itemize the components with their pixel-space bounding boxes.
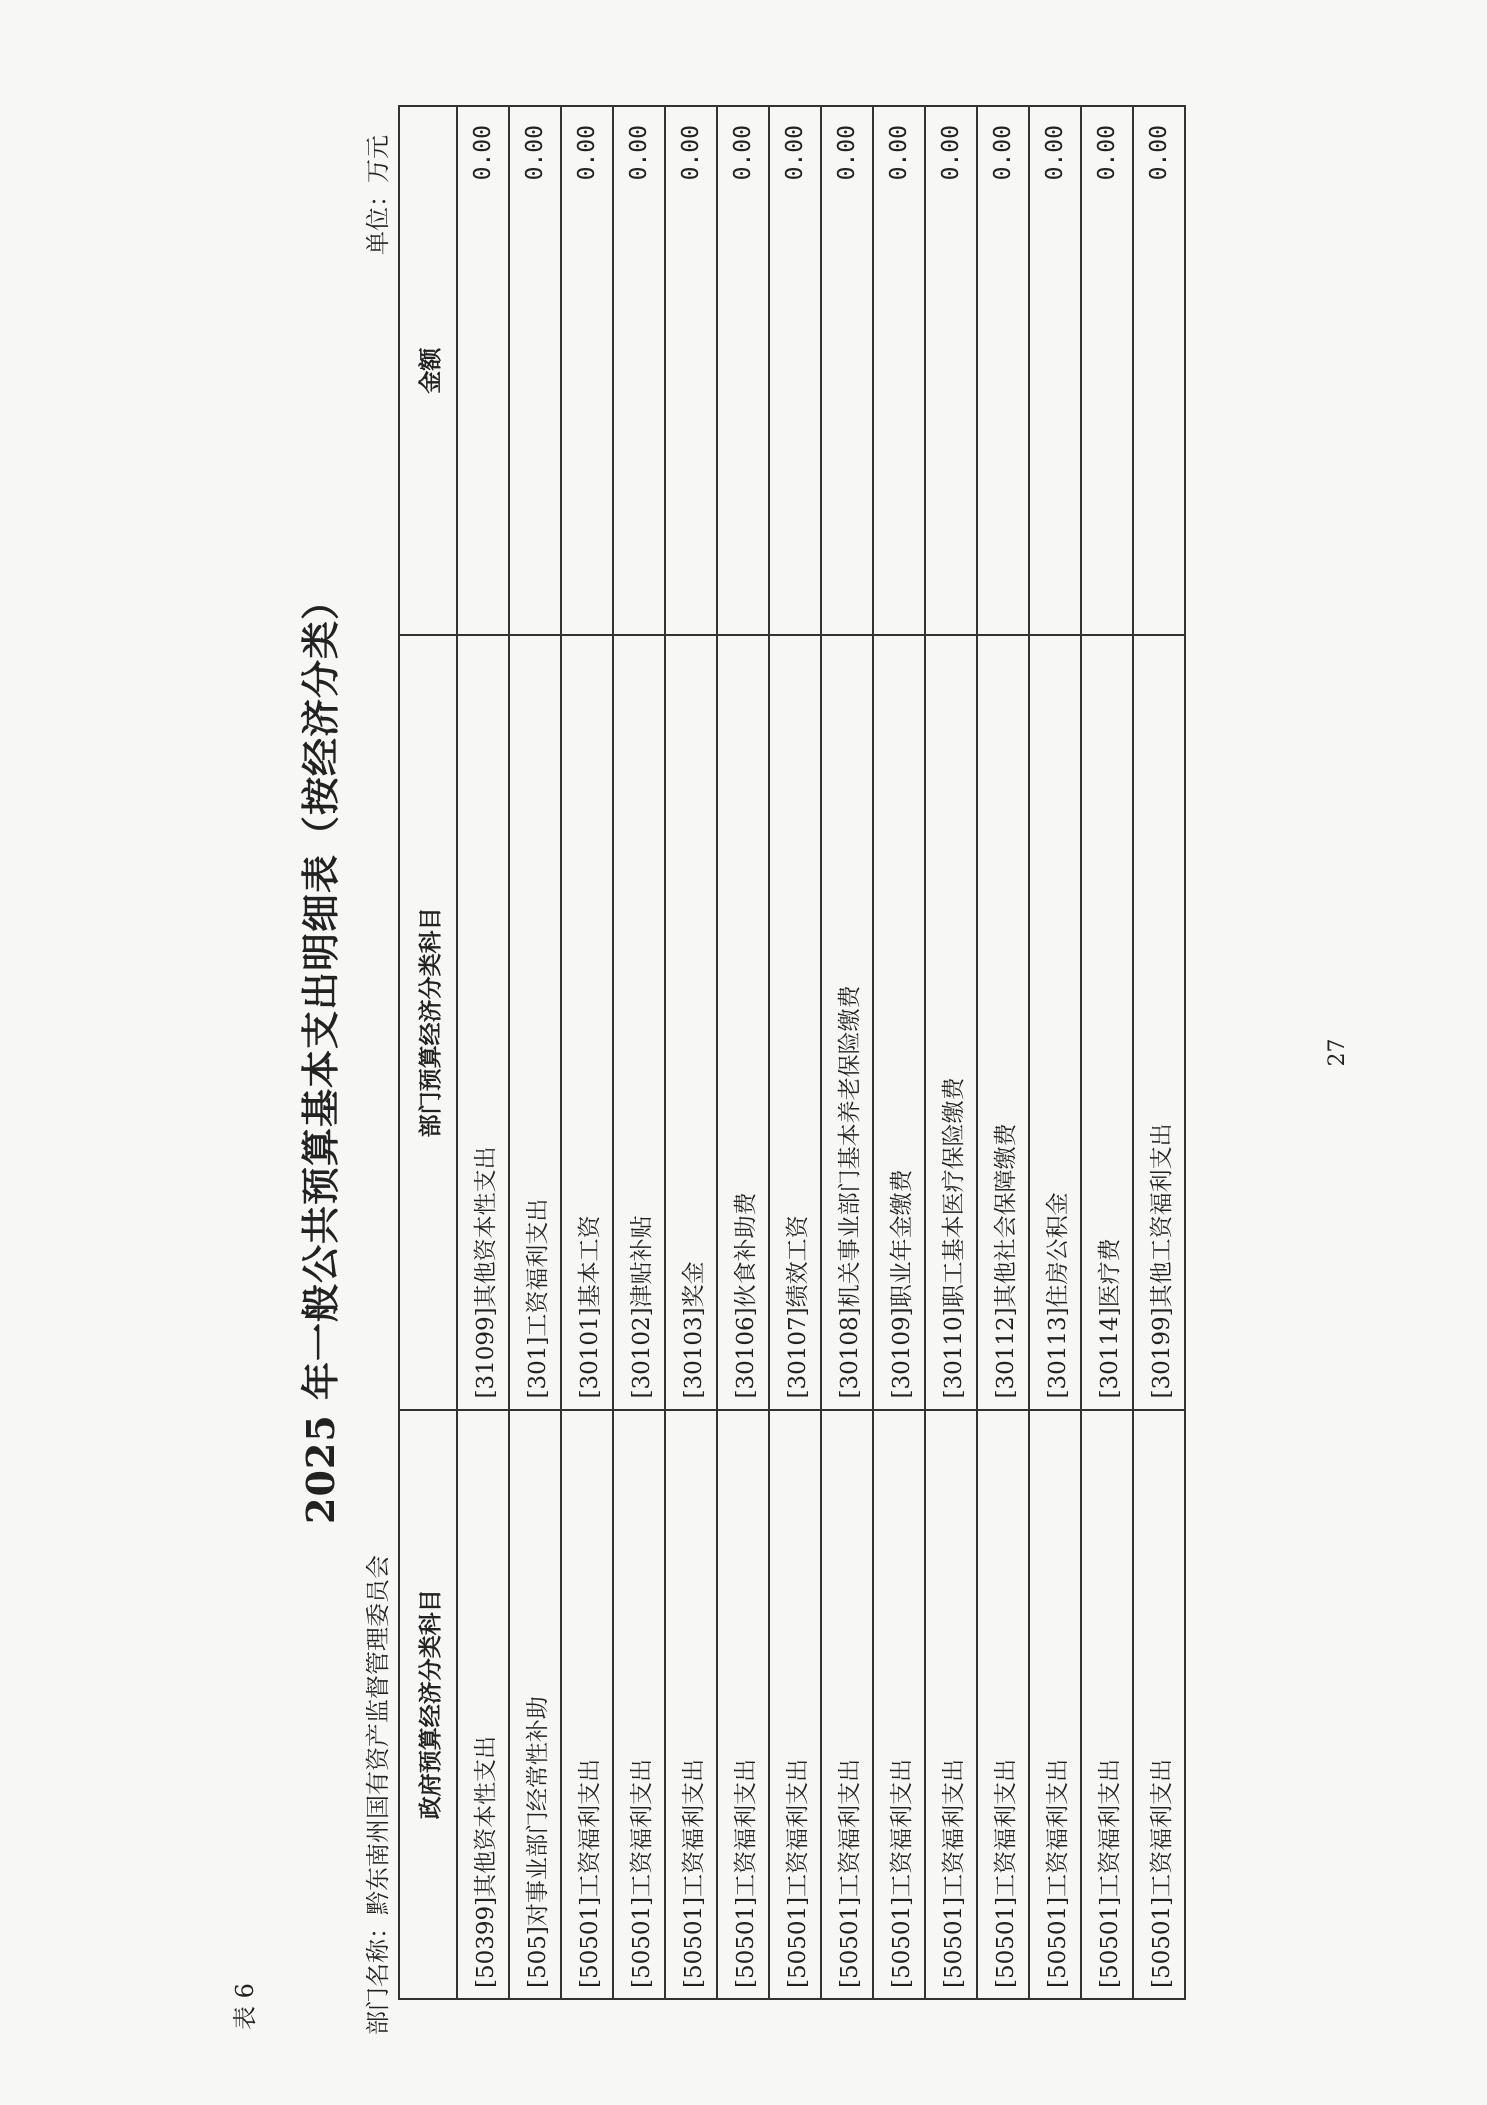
document-title: 2025 年一般公共预算基本支出明细表（按经济分类） xyxy=(298,581,343,1524)
table-row xyxy=(457,106,509,1999)
amount-cell: 0.00 xyxy=(561,106,613,635)
gov-category-cell: [50501]工资福利支出 xyxy=(717,1410,769,1999)
amount-cell: 0.00 xyxy=(613,106,665,635)
amount-cell: 0.00 xyxy=(821,106,873,635)
dept-category-cell: [30114]医疗费 xyxy=(1081,635,1133,1409)
gov-category-cell: [50501]工资福利支出 xyxy=(1133,1410,1185,1999)
amount-cell: 0.00 xyxy=(1081,106,1133,635)
department-name: 部门名称：黔东南州国有资产监督管理委员会 xyxy=(364,1555,392,2035)
gov-category-cell: [50501]工资福利支出 xyxy=(1029,1410,1081,1999)
table-row xyxy=(769,106,821,1999)
gov-category-cell: [50399]其他资本性支出 xyxy=(457,1410,509,1999)
table-row xyxy=(1081,106,1133,1999)
dept-category-cell: [30109]职业年金缴费 xyxy=(873,635,925,1409)
amount-cell: 0.00 xyxy=(717,106,769,635)
gov-category-cell: [50501]工资福利支出 xyxy=(613,1410,665,1999)
gov-category-cell: [505]对事业部门经常性补助 xyxy=(509,1410,561,1999)
gov-category-cell: [50501]工资福利支出 xyxy=(977,1410,1029,1999)
table-row xyxy=(1133,106,1185,1999)
table-row xyxy=(613,106,665,1999)
table-row xyxy=(665,106,717,1999)
header-gov-category: 政府预算经济分类科目 xyxy=(399,1410,457,1999)
amount-cell: 0.00 xyxy=(509,106,561,635)
page-number: 27 xyxy=(1325,1038,1350,1067)
gov-category-cell: [50501]工资福利支出 xyxy=(769,1410,821,1999)
dept-category-cell: [301]工资福利支出 xyxy=(509,635,561,1409)
amount-cell: 0.00 xyxy=(925,106,977,635)
dept-category-cell: [30103]奖金 xyxy=(665,635,717,1409)
amount-cell: 0.00 xyxy=(977,106,1029,635)
gov-category-cell: [50501]工资福利支出 xyxy=(561,1410,613,1999)
dept-category-cell: [30107]绩效工资 xyxy=(769,635,821,1409)
dept-category-cell: [30102]津贴补贴 xyxy=(613,635,665,1409)
amount-cell: 0.00 xyxy=(1029,106,1081,635)
amount-cell: 0.00 xyxy=(1133,106,1185,635)
table-row xyxy=(509,106,561,1999)
gov-category-cell: [50501]工资福利支出 xyxy=(665,1410,717,1999)
table-row xyxy=(561,106,613,1999)
dept-category-cell: [30101]基本工资 xyxy=(561,635,613,1409)
table-header-row xyxy=(399,106,457,1999)
gov-category-cell: [50501]工资福利支出 xyxy=(925,1410,977,1999)
table-row xyxy=(873,106,925,1999)
amount-cell: 0.00 xyxy=(873,106,925,635)
gov-category-cell: [50501]工资福利支出 xyxy=(873,1410,925,1999)
dept-category-cell: [30106]伙食补助费 xyxy=(717,635,769,1409)
dept-category-cell: [30108]机关事业部门基本养老保险缴费 xyxy=(821,635,873,1409)
dept-category-cell: [30112]其他社会保障缴费 xyxy=(977,635,1029,1409)
gov-category-cell: [50501]工资福利支出 xyxy=(1081,1410,1133,1999)
amount-cell: 0.00 xyxy=(457,106,509,635)
gov-category-cell: [50501]工资福利支出 xyxy=(821,1410,873,1999)
table-row xyxy=(821,106,873,1999)
dept-category-cell: [30110]职工基本医疗保险缴费 xyxy=(925,635,977,1409)
amount-cell: 0.00 xyxy=(665,106,717,635)
dept-category-cell: [30199]其他工资福利支出 xyxy=(1133,635,1185,1409)
expenditure-table xyxy=(398,105,1186,2000)
header-amount: 金额 xyxy=(399,106,457,635)
amount-cell: 0.00 xyxy=(769,106,821,635)
dept-category-cell: [31099]其他资本性支出 xyxy=(457,635,509,1409)
table-row xyxy=(925,106,977,1999)
dept-category-cell: [30113]住房公积金 xyxy=(1029,635,1081,1409)
table-label: 表 6 xyxy=(231,1983,259,2030)
table-row xyxy=(977,106,1029,1999)
header-dept-category: 部门预算经济分类科目 xyxy=(399,635,457,1409)
table-row xyxy=(717,106,769,1999)
table-row xyxy=(1029,106,1081,1999)
unit-label: 单位：万元 xyxy=(364,135,392,255)
